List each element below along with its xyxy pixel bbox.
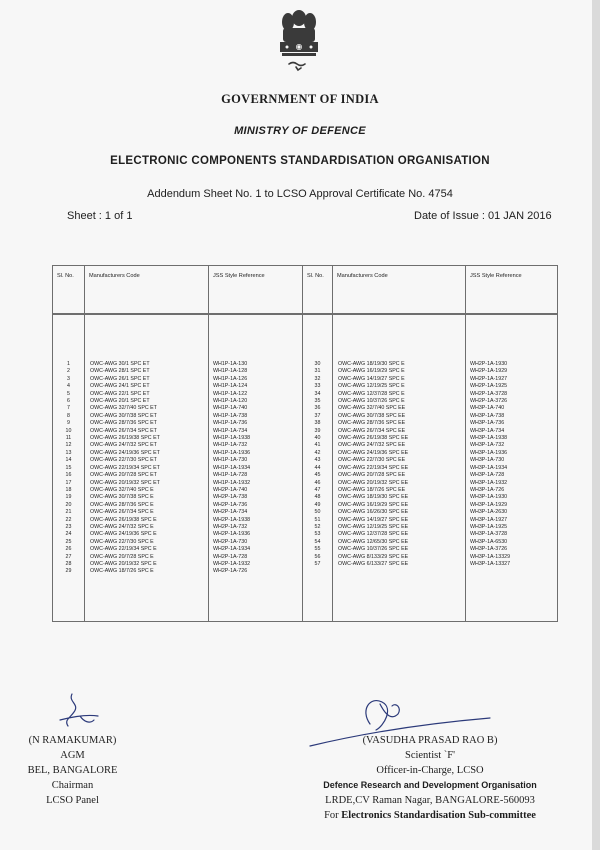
table-cell: 41 bbox=[314, 442, 321, 449]
table-cell: WH3P-1A-1930 bbox=[470, 494, 508, 501]
table-cell: WH2P-1A-1936 bbox=[213, 531, 251, 538]
table-cell: WH3P-1A-1938 bbox=[470, 435, 508, 442]
table-cell: WH2P-1A-728 bbox=[213, 553, 248, 560]
table-cell: WH1P-1A-1934 bbox=[213, 464, 251, 471]
table-cell: 34 bbox=[314, 390, 321, 397]
table-cell: WH3P-1A-3726 bbox=[470, 546, 508, 553]
header-sl-right: Sl. No. bbox=[303, 266, 333, 315]
table-cell: 5 bbox=[67, 390, 70, 397]
table-cell: OWC-AWG 18/7/26 SPC EE bbox=[338, 486, 406, 493]
table-cell: 11 bbox=[65, 435, 72, 442]
table-cell: 22 bbox=[65, 516, 72, 523]
table-cell: 4 bbox=[67, 383, 70, 390]
right-signatory-org: Defence Research and Development Organisation bbox=[323, 780, 537, 790]
table-cell: OWC-AWG 22/7/30 SPC ET bbox=[90, 457, 157, 464]
table-cell: 1 bbox=[67, 361, 70, 367]
table-cell: 13 bbox=[65, 449, 72, 456]
table-cell: OWC-AWG 30/7/38 SPC ET bbox=[90, 412, 157, 419]
table-cell: 10 bbox=[65, 427, 72, 434]
table-cell: 36 bbox=[314, 405, 321, 412]
right-code-column bbox=[333, 314, 466, 622]
table-cell: WH2P-1A-726 bbox=[213, 568, 248, 575]
table-cell: OWC-AWG 12/19/25 SPC EE bbox=[338, 523, 409, 530]
table-cell: OWC-AWG 30/7/38 SPC E bbox=[90, 494, 154, 501]
right-signatory-title: Scientist `F' bbox=[404, 750, 456, 761]
table-cell: OWC-AWG 28/1 SPC ET bbox=[90, 368, 150, 375]
table-cell: WH3P-1A-1934 bbox=[470, 464, 508, 471]
table-cell: WH1P-1A-120 bbox=[213, 398, 248, 405]
table-cell: OWC-AWG 14/19/27 SPC E bbox=[338, 375, 405, 382]
table-cell: 17 bbox=[65, 479, 72, 486]
table-cell: 52 bbox=[314, 523, 321, 530]
table-cell: 56 bbox=[314, 553, 321, 560]
table-cell: WH1P-1A-126 bbox=[213, 375, 248, 382]
table-cell: OWC-AWG 24/19/36 SPC EE bbox=[338, 449, 409, 456]
right-signatory-committee-line bbox=[280, 808, 580, 823]
table-cell: OWC-AWG 22/1 SPC ET bbox=[90, 390, 150, 397]
table-cell: 6 bbox=[67, 398, 70, 405]
table-cell: OWC-AWG 28/7/36 SPC ET bbox=[90, 420, 157, 427]
table-cell: WH2P-1A-732 bbox=[213, 523, 248, 530]
table-cell: OWC-AWG 6/133/27 SPC EE bbox=[338, 560, 409, 567]
table-cell: OWC-AWG 30/1 SPC ET bbox=[90, 361, 150, 367]
approval-table bbox=[52, 265, 558, 622]
right-sl-column bbox=[303, 314, 333, 622]
header-code-right: Manufacturers Code bbox=[333, 266, 466, 315]
table-cell: WH2P-1A-730 bbox=[213, 538, 248, 545]
table-cell: WH1P-1A-738 bbox=[213, 412, 248, 419]
table-cell: OWC-AWG 20/19/32 SPC EE bbox=[338, 479, 409, 486]
table-cell: WH1P-1A-122 bbox=[213, 390, 248, 397]
table-cell: 48 bbox=[314, 494, 321, 501]
header-code-left: Manufacturers Code bbox=[85, 266, 209, 315]
table-cell: OWC-AWG 26/7/34 SPC EE bbox=[338, 427, 406, 434]
table-cell: 55 bbox=[314, 546, 321, 553]
table-cell: WH2P-1A-734 bbox=[213, 509, 248, 516]
table-cell: 38 bbox=[314, 420, 321, 427]
table-cell: WH1P-1A-1936 bbox=[213, 449, 251, 456]
table-cell: WH3P-1A-740 bbox=[470, 405, 505, 412]
table-cell: 49 bbox=[314, 501, 321, 508]
table-cell: OWC-AWG 24/1 SPC ET bbox=[90, 383, 150, 390]
table-cell: 51 bbox=[314, 516, 321, 523]
table-cell: OWC-AWG 28/7/36 SPC E bbox=[90, 501, 154, 508]
table-cell: 3 bbox=[67, 375, 70, 382]
table-cell: OWC-AWG 12/19/25 SPC E bbox=[338, 383, 405, 390]
table-cell: WH1P-1A-730 bbox=[213, 457, 248, 464]
right-signatory-role: Officer-in-Charge, LCSO bbox=[376, 765, 484, 776]
table-cell: WH1P-1A-740 bbox=[213, 405, 248, 412]
table-cell: OWC-AWG 14/19/27 SPC EE bbox=[338, 516, 409, 523]
table-cell: WH3P-1A-1927 bbox=[470, 516, 508, 523]
table-cell: OWC-AWG 28/7/36 SPC EE bbox=[338, 420, 406, 427]
table-cell: 7 bbox=[67, 405, 70, 412]
table-cell: 9 bbox=[67, 420, 70, 427]
table-cell: 44 bbox=[314, 464, 321, 471]
table-cell: WH3P-1A-728 bbox=[470, 472, 505, 479]
table-cell: WH2P-1A-1927 bbox=[470, 375, 508, 382]
table-cell: WH1P-1A-736 bbox=[213, 420, 248, 427]
table-cell: 15 bbox=[65, 464, 72, 471]
table-cell: WH3P-1A-730 bbox=[470, 457, 505, 464]
table-cell: 45 bbox=[314, 472, 321, 479]
sheet-number: Sheet : 1 of 1 bbox=[67, 210, 133, 222]
table-cell: OWC-AWG 20/7/28 SPC E bbox=[90, 553, 154, 560]
table-cell: WH3P-1A-734 bbox=[470, 427, 505, 434]
table-header-row bbox=[53, 266, 558, 315]
table-cell: OWC-AWG 16/19/29 SPC EE bbox=[338, 501, 409, 508]
table-cell: WH1P-1A-732 bbox=[213, 442, 248, 449]
table-body-row bbox=[53, 314, 558, 622]
table-cell: 28 bbox=[65, 560, 72, 567]
table-cell: OWC-AWG 24/19/36 SPC ET bbox=[90, 449, 160, 456]
table-cell: OWC-AWG 20/7/28 SPC EE bbox=[338, 472, 406, 479]
right-signatory-name: (VASUDHA PRASAD RAO B) bbox=[362, 735, 498, 746]
table-cell: OWC-AWG 26/19/38 SPC EE bbox=[338, 435, 409, 442]
table-cell: WH3P-1A-6530 bbox=[470, 538, 508, 545]
table-cell: 31 bbox=[314, 368, 321, 375]
table-cell: 27 bbox=[65, 553, 72, 560]
right-signatory-address: LRDE,CV Raman Nagar, BANGALORE-560093 bbox=[325, 795, 535, 806]
table-cell: WH3P-1A-732 bbox=[470, 442, 505, 449]
table-cell: 43 bbox=[314, 457, 321, 464]
table-cell: 12 bbox=[65, 442, 72, 449]
table-cell: WH1P-1A-1938 bbox=[213, 435, 251, 442]
table-cell: OWC-AWG 22/7/30 SPC E bbox=[90, 538, 154, 545]
table-cell: OWC-AWG 12/65/30 SPC EE bbox=[338, 538, 409, 545]
table-cell: WH1P-1A-1932 bbox=[213, 479, 251, 486]
table-cell: 2 bbox=[67, 368, 70, 375]
left-code-column bbox=[85, 314, 209, 622]
table-cell: 8 bbox=[67, 412, 70, 419]
table-cell: 23 bbox=[65, 523, 72, 530]
table-cell: 50 bbox=[314, 509, 321, 516]
table-cell: WH2P-1A-740 bbox=[213, 486, 248, 493]
table-cell: OWC-AWG 20/7/28 SPC ET bbox=[90, 472, 157, 479]
table-cell: 39 bbox=[314, 427, 321, 434]
table-cell: OWC-AWG 26/1 SPC ET bbox=[90, 375, 150, 382]
table-cell: 40 bbox=[314, 435, 321, 442]
table-cell: OWC-AWG 18/19/30 SPC E bbox=[338, 361, 405, 367]
organisation-heading: ELECTRONIC COMPONENTS STANDARDISATION ORGANISATION bbox=[110, 155, 490, 167]
table-cell: WH1P-1A-130 bbox=[213, 361, 248, 367]
table-cell: OWC-AWG 24/7/32 SPC ET bbox=[90, 442, 157, 449]
table-cell: WH2P-1A-1932 bbox=[213, 560, 251, 567]
table-cell: 24 bbox=[65, 531, 72, 538]
table-cell: OWC-AWG 20/1 SPC ET bbox=[90, 398, 150, 405]
table-cell: 37 bbox=[314, 412, 321, 419]
table-cell: OWC-AWG 32/7/40 SPC E bbox=[90, 486, 154, 493]
left-signatory-role: Chairman bbox=[51, 780, 94, 791]
table-cell: 16 bbox=[65, 472, 72, 479]
left-signatory-org: BEL, BANGALORE bbox=[27, 765, 118, 776]
committee-name: Electronics Standardisation Sub-committee bbox=[341, 810, 536, 821]
table-cell: WH3P-1A-738 bbox=[470, 412, 505, 419]
table-cell: OWC-AWG 32/7/40 SPC EE bbox=[338, 405, 406, 412]
table-cell: WH2P-1A-736 bbox=[213, 501, 248, 508]
table-cell: OWC-AWG 24/7/32 SPC EE bbox=[338, 442, 406, 449]
table-cell: WH2P-1A-1934 bbox=[213, 546, 251, 553]
table-cell: 25 bbox=[65, 538, 72, 545]
table-cell: WH3P-1A-2630 bbox=[470, 509, 508, 516]
table-cell: 21 bbox=[65, 509, 72, 516]
table-cell: OWC-AWG 16/26/30 SPC EE bbox=[338, 509, 409, 516]
table-cell: OWC-AWG 26/7/34 SPC E bbox=[90, 509, 154, 516]
date-of-issue: Date of Issue : 01 JAN 2016 bbox=[414, 210, 552, 222]
table-cell: OWC-AWG 12/37/28 SPC E bbox=[338, 390, 405, 397]
table-cell: 42 bbox=[314, 449, 321, 456]
table-cell: 47 bbox=[314, 486, 321, 493]
right-signatory-block bbox=[280, 733, 580, 823]
table-cell: OWC-AWG 24/19/36 SPC E bbox=[90, 531, 157, 538]
table-cell: WH2P-1A-1929 bbox=[470, 368, 508, 375]
table-cell: OWC-AWG 26/19/38 SPC E bbox=[90, 516, 157, 523]
table-cell: WH3P-1A-1936 bbox=[470, 449, 508, 456]
table-cell: 14 bbox=[65, 457, 72, 464]
table-cell: 30 bbox=[314, 361, 321, 367]
table-cell: 54 bbox=[314, 538, 321, 545]
table-cell: WH2P-1A-1938 bbox=[213, 516, 251, 523]
table-cell: WH1P-1A-128 bbox=[213, 368, 248, 375]
table-cell: WH3P-1A-13329 bbox=[470, 553, 511, 560]
table-cell: 57 bbox=[314, 560, 321, 567]
addendum-line: Addendum Sheet No. 1 to LCSO Approval Certificate No. 4754 bbox=[147, 188, 453, 200]
table-cell: WH2P-1A-738 bbox=[213, 494, 248, 501]
table-cell: WH3P-1A-13327 bbox=[470, 560, 511, 567]
table-cell: 46 bbox=[314, 479, 321, 486]
table-cell: 33 bbox=[314, 383, 321, 390]
table-cell: WH3P-1A-3728 bbox=[470, 531, 508, 538]
header-ref-right: JSS Style Reference bbox=[466, 266, 558, 315]
committee-prefix: For bbox=[324, 810, 342, 821]
ministry-heading: MINISTRY OF DEFENCE bbox=[234, 125, 366, 137]
table-cell: 35 bbox=[314, 398, 321, 405]
table-cell: WH3P-1A-1925 bbox=[470, 523, 508, 530]
left-signature-image bbox=[50, 690, 110, 735]
table-cell: WH1P-1A-728 bbox=[213, 472, 248, 479]
table-cell: OWC-AWG 24/7/32 SPC E bbox=[90, 523, 154, 530]
table-cell: OWC-AWG 8/133/29 SPC EE bbox=[338, 553, 409, 560]
table-cell: OWC-AWG 20/19/32 SPC ET bbox=[90, 479, 160, 486]
left-signatory-block bbox=[10, 733, 135, 808]
table-cell: WH1P-1A-734 bbox=[213, 427, 248, 434]
table-cell: OWC-AWG 22/19/34 SPC E bbox=[90, 546, 157, 553]
table-cell: OWC-AWG 30/7/38 SPC EE bbox=[338, 412, 406, 419]
table-cell: OWC-AWG 10/37/26 SPC E bbox=[338, 398, 405, 405]
table-cell: WH2P-1A-3728 bbox=[470, 390, 508, 397]
table-cell: WH2P-1A-1925 bbox=[470, 383, 508, 390]
table-cell: WH3P-1A-1929 bbox=[470, 501, 508, 508]
table-cell: 26 bbox=[65, 546, 72, 553]
table-cell: OWC-AWG 10/37/26 SPC EE bbox=[338, 546, 409, 553]
table-cell: 32 bbox=[314, 375, 321, 382]
government-heading: GOVERNMENT OF INDIA bbox=[221, 92, 379, 106]
table-cell: 20 bbox=[65, 501, 72, 508]
table-cell: WH1P-1A-124 bbox=[213, 383, 248, 390]
table-cell: 53 bbox=[314, 531, 321, 538]
left-ref-column bbox=[209, 314, 303, 622]
table-cell: 18 bbox=[65, 486, 72, 493]
header-ref-left: JSS Style Reference bbox=[209, 266, 303, 315]
table-cell: OWC-AWG 20/19/32 SPC E bbox=[90, 560, 157, 567]
table-cell: OWC-AWG 12/37/28 SPC EE bbox=[338, 531, 409, 538]
table-cell: 19 bbox=[65, 494, 72, 501]
table-cell: WH2P-1A-1930 bbox=[470, 361, 508, 367]
table-cell: OWC-AWG 16/19/29 SPC E bbox=[338, 368, 405, 375]
header-sl-left: Sl. No. bbox=[53, 266, 85, 315]
table-cell: OWC-AWG 22/19/34 SPC EE bbox=[338, 464, 409, 471]
table-cell: WH2P-1A-3726 bbox=[470, 398, 508, 405]
left-signatory-panel: LCSO Panel bbox=[46, 795, 99, 806]
table-cell: OWC-AWG 26/19/38 SPC ET bbox=[90, 435, 160, 442]
table-cell: WH3P-1A-736 bbox=[470, 420, 505, 427]
table-cell: OWC-AWG 22/7/30 SPC EE bbox=[338, 457, 406, 464]
left-signatory-title: AGM bbox=[60, 750, 85, 761]
table-cell: OWC-AWG 26/7/34 SPC ET bbox=[90, 427, 157, 434]
table-cell: OWC-AWG 18/19/30 SPC EE bbox=[338, 494, 409, 501]
table-cell: WH3P-1A-726 bbox=[470, 486, 505, 493]
table-cell: OWC-AWG 22/19/34 SPC ET bbox=[90, 464, 160, 471]
left-signatory-name: (N RAMAKUMAR) bbox=[28, 735, 117, 746]
table-cell: OWC-AWG 18/7/26 SPC E bbox=[90, 568, 154, 575]
table-cell: WH3P-1A-1932 bbox=[470, 479, 508, 486]
left-sl-column bbox=[53, 314, 85, 622]
table-cell: 29 bbox=[65, 568, 72, 575]
right-ref-column bbox=[466, 314, 558, 622]
table-cell: OWC-AWG 32/7/40 SPC ET bbox=[90, 405, 157, 412]
national-emblem bbox=[272, 6, 326, 78]
